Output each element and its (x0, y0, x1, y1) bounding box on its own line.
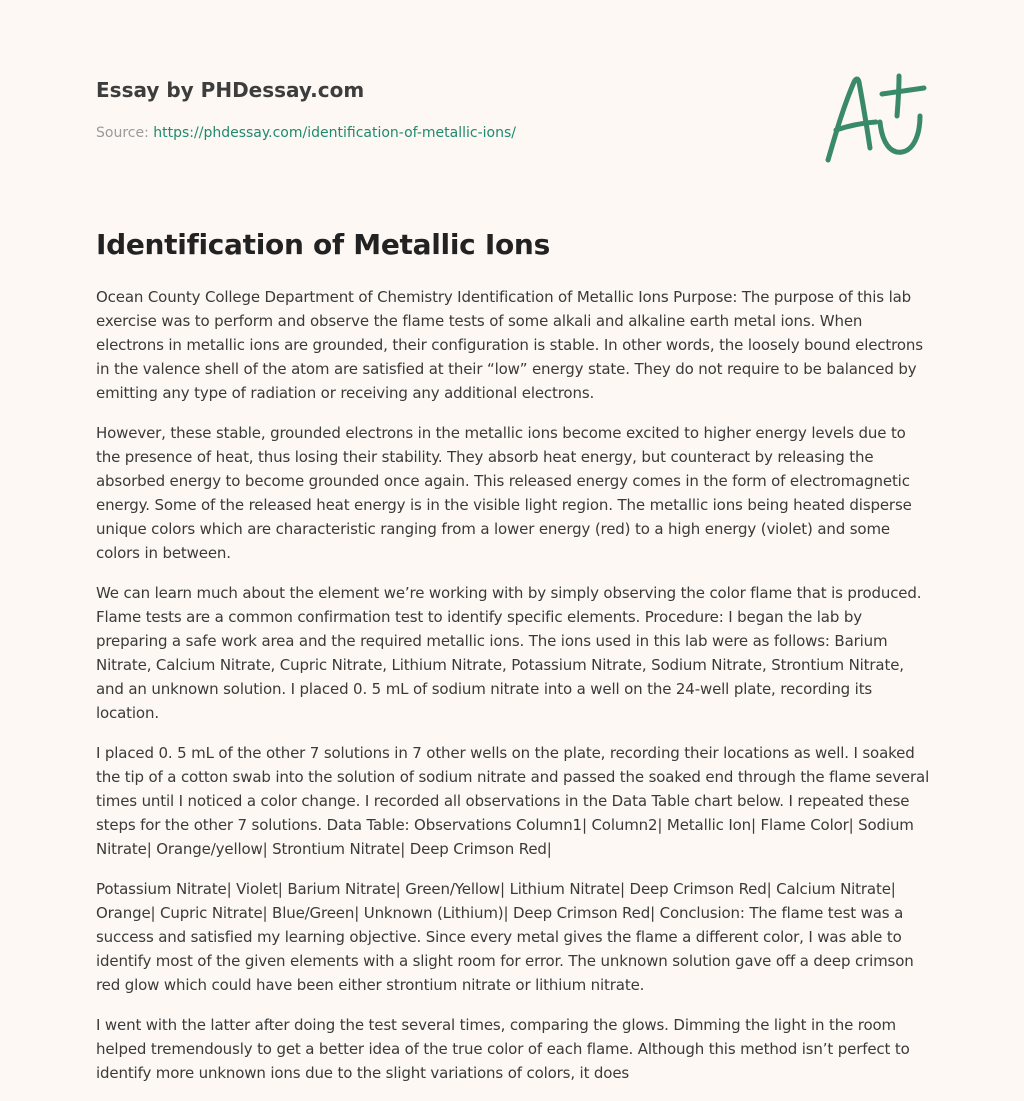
site-brand: Essay by PHDessay.com (96, 78, 365, 102)
essay-paragraph: Ocean County College Department of Chemistry Identification of Metallic Ions Purpose: The purpose of this lab exercise was to perform and observe the flame tests of some alkali and alkaline earth metal ions. When electrons in metallic ions are grounded, their configuration is stable. In other words, the loosely bound electrons in the valence shell of the atom are satisfied at their “low” energy state. They do not require to be balanced by emitting any type of radiation or receiving any additional electrons. (96, 288, 923, 402)
source-line (96, 124, 516, 142)
essay-body (96, 285, 930, 1101)
essay-paragraph: Potassium Nitrate| Violet| Barium Nitrate| Green/Yellow| Lithium Nitrate| Deep Crimson Red| Calcium Nitrate| Orange| Cupric Nitrate| Blue/Green| Unknown (Lithium)| Deep Crimson Red| Conclusion: The flame test was a success and satisfied my learning objective. Since every metal gives the flame a different color, I was able to identify most of the given elements with a slight room for error. The unknown solution gave off a deep crimson red glow which could have been either strontium nitrate or lithium nitrate. (96, 880, 914, 994)
essay-paragraph: I placed 0. 5 mL of the other 7 solutions in 7 other wells on the plate, recording their locations as well. I soaked the tip of a cotton swab into the solution of sodium nitrate and passed the soaked end through the flame several times until I noticed a color change. I recorded all observations in the Data Table chart below. I repeated these steps for the other 7 solutions. Data Table: Observations Column1| Column2| Metallic Ion| Flame Color| Sodium Nitrate| Orange/yellow| Strontium Nitrate| Deep Crimson Red| (96, 744, 930, 858)
essay-paragraph: We can learn much about the element we’re working with by simply observing the color flame that is produced. Flame tests are a common confirmation test to identify specific elements. Procedure: I began the lab by preparing a safe work area and the required metallic ions. The ions used in this lab were as follows: Barium Nitrate, Calcium Nitrate, Cupric Nitrate, Lithium Nitrate, Potassium Nitrate, Sodium Nitrate, Strontium Nitrate, and an unknown solution. I placed 0. 5 mL of sodium nitrate into a well on the 24-well plate, recording its location. (96, 584, 922, 722)
source-label: Source: (96, 125, 154, 141)
essay-paragraph: However, these stable, grounded electrons in the metallic ions become excited to higher energy levels due to the presence of heat, thus losing their stability. They absorb heat energy, but counteract by releasing the absorbed energy to become grounded once again. This released energy comes in the form of electromagnetic energy. Some of the released heat energy is in the visible light region. The metallic ions being heated disperse unique colors which are characteristic ranging from a lower energy (red) to a high energy (violet) and some colors in between. (96, 424, 912, 562)
a-plus-logo-icon (820, 66, 930, 166)
essay-header (96, 78, 796, 141)
source-link[interactable]: https://phdessay.com/identification-of-metallic-ions/ (153, 125, 516, 141)
essay-paragraph: I went with the latter after doing the test several times, comparing the glows. Dimming the light in the room helped tremendously to get a better idea of the true color of each flame. Although this method isn’t perfect to identify more unknown ions due to the slight variations of colors, it does (96, 1016, 910, 1082)
essay-title: Identification of Metallic Ions (96, 228, 550, 261)
